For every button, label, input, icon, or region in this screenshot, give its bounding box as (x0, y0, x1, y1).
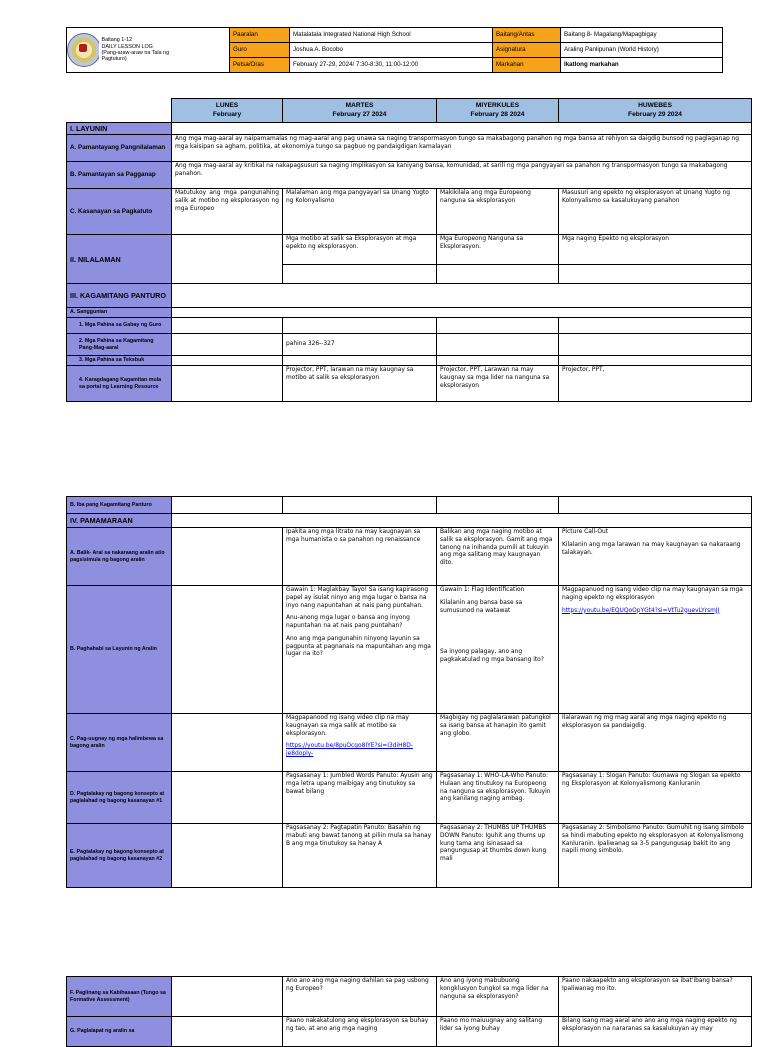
gabay-miyerkules (437, 318, 559, 334)
kasanayan-huwebes: Masusuri ang epekto ng eksplorasyon at Unang Yugto ng Kolonyalismo sa kasalukuyang panahon (559, 189, 752, 235)
gabay-martes (283, 318, 437, 334)
pagtalakay-2-martes: Pagsasanay 2: Pagtapatin Panuto: Basahin ng mabuti ang bawat tanong at piliin mula sa hanay B ang mga tinutukoy sa hanay A (283, 824, 437, 888)
pamantayan-sa-pagganap-text: Ang mga mag-aaral ay kritikal na nakapagsusuri sa naging implikasyon sa kaniyang bansa, komunidad, at sarili ng mga pangyayari sa panahon ng transpormasyon tungo sa makabagong panahon. (172, 162, 752, 189)
markahan-value: Ikatlong markahan (561, 57, 723, 72)
paghahabi-martes: Gawain 1: Maglakbay Tayo! Sa isang kapirasong papel ay isulat ninyo ang mga lugar o bansa na inyo nang napuntahan at nais pang puntahan. Anu-anong mga lugar o bansa ang inyong napuntahan na at nais pang puntahan? Ano ang mga pangunahin ninyong layunin sa pagpunta at pagnanais na mapuntahan ang mga lugar na ito? (283, 586, 437, 714)
guro-value: Joshua A. Bocobo (290, 42, 493, 57)
section-pamamaraan: IV. PAMAMARAAN (67, 514, 172, 528)
school-info-line: DAILY LESSON LOG (101, 43, 153, 50)
nilalaman-martes: Mga motibo at salik sa Eksplorasyon at mga epekto ng eksplorasyon. (283, 235, 437, 265)
pag-uugnay-miyerkules: Magbigay ng paglalarawan patungkol sa isang bansa at hanapin ito gamit ang globo. (437, 714, 559, 772)
day-header-lunes: LUNES February (172, 99, 283, 123)
gabay-huwebes (559, 318, 752, 334)
deped-seal-icon (67, 33, 99, 67)
sanggunian-blank (172, 308, 752, 318)
pamantayan-sa-pagganap-label: B. Pamantayan sa Pagganap (67, 162, 172, 189)
pagtalakay-2-miyerkules: Pagsasanay 2: THUMBS UP THUMBS DOWN Panuto: Iguhit ang thums up kung tama ang isinasaad sa pangungusap at thumbs down kung mali (437, 824, 559, 888)
teksbuk-huwebes (559, 356, 752, 366)
pag-uugnay-video-link[interactable]: https://youtu.be/8puOcgo8IYE?si=I3diH8D-je8doply- (286, 743, 413, 758)
pag-uugnay-lunes (172, 714, 283, 772)
lesson-table-part-1 (66, 98, 752, 402)
paglinang-lunes (172, 977, 283, 1017)
iba-pang-martes (283, 497, 437, 514)
paghahabi-video-link[interactable]: https://youtu.be/EQUQoOpYGt4?si=VtTu2guevLYrsmJJ (562, 607, 720, 614)
markahan-label: Markahan (493, 57, 561, 72)
kasanayan-label: C. Kasanayan sa Pagkatuto (67, 189, 172, 235)
paglinang-label: F. Paglinang sa Kabihasaan (Tungo sa Formative Assessment) (67, 977, 172, 1017)
kasanayan-miyerkules: Makikilala ang mga Europeong nanguna sa eksplorasyon (437, 189, 559, 235)
kagamitang-pang-mag-aaral-miyerkules (437, 334, 559, 356)
paglinang-miyerkules: Ano ang iyong mabubuong kongklusyon tungkol sa mga lider na nanguna sa eksplorasyon? (437, 977, 559, 1017)
balik-aral-label: A. Balik- Aral sa nakaraang aralin at/o pagsisimula ng bagong aralin (67, 528, 172, 586)
petsa-label: Petsa/Oras (230, 57, 290, 72)
nilalaman-blank (437, 265, 559, 284)
pagtalakay-2-lunes (172, 824, 283, 888)
kasanayan-martes: Malalaman ang mga pangyayari sa Unang Yugto ng Kolonyalismo (283, 189, 437, 235)
nilalaman-miyerkules: Mga Europeong Nanguna sa Eksplorasyon. (437, 235, 559, 265)
teksbuk-miyerkules (437, 356, 559, 366)
balik-aral-huwebes: Picture Call-Out Kilalanin ang mga larawan na may kaugnayan sa nakaraang talakayan. (559, 528, 752, 586)
paglalapat-lunes (172, 1017, 283, 1047)
asignatura-label: Asignatura (493, 42, 561, 57)
paghahabi-lunes (172, 586, 283, 714)
pagtalakay-2-label: E. Pagtalakay ng bagong konsepto at paglalahad ng bagong kasanayan #2 (67, 824, 172, 888)
teksbuk-lunes (172, 356, 283, 366)
school-info-line: Baitang 1-12 (101, 37, 133, 44)
guro-label: Guro (230, 42, 290, 57)
paglalapat-huwebes: Bilang isang mag aaral ano ano ang mga naging epekto ng eksplorasyon na nararanas sa kasalukuyan ay may (559, 1017, 752, 1047)
paghahabi-huwebes: Magpapanuod ng isang video clip na may kaugnayan sa mga naging epekto ng eksplorasyon https://youtu.be/EQUQoOpYGt4?si=VtTu2guevLYrsmJJ (559, 586, 752, 714)
paghahabi-label: B. Paghahabi sa Layunin ng Aralin (67, 586, 172, 714)
teksbuk-martes (283, 356, 437, 366)
pamantayang-pangnilalaman-label: A. Pamantayang Pangnilalaman (67, 135, 172, 162)
pagtalakay-1-label: D. Pagtalakay ng bagong konsepto at paglalahad ng bagong kasanayan #1 (67, 772, 172, 824)
baitang-value: Baitang 8- Magalang/Mapagbigay (561, 28, 723, 43)
kagamitang-pang-mag-aaral-label: 2. Mga Pahina sa Kagamitang Pang-Mag-aaral (67, 334, 172, 356)
section-nilalaman: II. NILALAMAN (67, 235, 172, 284)
paglalapat-miyerkules: Paano mo maiuugnay ang salitang lider sa iyong buhay (437, 1017, 559, 1047)
paglinang-martes: Ano ano ang mga naging dahilan sa pag usbong ng Europeo? (283, 977, 437, 1017)
kagamitang-pang-mag-aaral-martes: pahina 326--327 (283, 334, 437, 356)
paaralan-value: Matalatala Integrated National High School (290, 28, 493, 43)
lesson-table-part-2 (66, 496, 752, 888)
karagdagang-lunes (172, 366, 283, 402)
paglalapat-label: G. Paglalapat ng aralin sa (67, 1017, 172, 1047)
karagdagang-miyerkules: Projector, PPT, Larawan na may kaugnay sa mga lider na nanguna sa eksplorasyon (437, 366, 559, 402)
dll-header (66, 27, 723, 73)
pag-uugnay-label: C. Pag-uugnay ng mga halimbewa sa bagong aralin (67, 714, 172, 772)
karagdagang-kagamitan-label: 4. Karagdagang Kagamitan mula sa portal ng Learning Resource (67, 366, 172, 402)
day-header-martes: MARTES February 27 2024 (283, 99, 437, 123)
nilalaman-blank (559, 265, 752, 284)
pagtalakay-1-huwebes: Pagsasanay 1: Slogan Panuto: Gumawa ng Slogan sa epekto ng Eksplorasyon at Kolonyalismong Kanluranin (559, 772, 752, 824)
section-layunin: I. LAYUNIN (67, 123, 172, 135)
kasanayan-lunes: Matutukoy ang mga pangunahing salik at motibo ng eksplorasyon ng mga Europeo (172, 189, 283, 235)
baitang-label: Baitang/Antas (493, 28, 561, 43)
sanggunian-label: A. Sanggunian (67, 308, 172, 318)
day-header-miyerkules: MIYERKULES February 28 2024 (437, 99, 559, 123)
balik-aral-lunes (172, 528, 283, 586)
paglalapat-martes: Paano nakakatulong ang eksplorasyon sa buhay ng tao, at ano ang mga naging (283, 1017, 437, 1047)
corner-cell (67, 99, 172, 123)
section-kagamitang-panturo: III. KAGAMITANG PANTURO (67, 284, 172, 308)
paghahabi-miyerkules: Gawain 1: Flag Identification Kilalanin ang bansa base sa sumusunod na watawat Sa inyong palagay, ano ang pagkakatulad ng mga bansang ito? (437, 586, 559, 714)
nilalaman-blank (283, 265, 437, 284)
karagdagang-martes: Projector, PPT, larawan na may kaugnay sa motibo at salik sa eksplorasyon (283, 366, 437, 402)
paglinang-huwebes: Paano nakaapekto ang eksplorasyon sa ibat'ibang bansa? Ipaliwanag mo ito. (559, 977, 752, 1017)
iba-pang-lunes (172, 497, 283, 514)
layunin-blank (172, 123, 752, 135)
nilalaman-huwebes: Mga naging Epekto ng eksplorasyon (559, 235, 752, 265)
petsa-value: February 27-29, 2024/ 7:30-8:30, 11:00-12:00 (290, 57, 493, 72)
balik-aral-martes: Ipakita ang mga litrato na may kaugnayan sa mga humanista o sa panahon ng renaissance (283, 528, 437, 586)
school-info (99, 28, 230, 73)
teksbuk-label: 3. Mga Pahina sa Teksbuk (67, 356, 172, 366)
kagamitang-blank (172, 284, 752, 308)
gabay-label: 1. Mga Pahina sa Gabay ng Guro (67, 318, 172, 334)
iba-pang-miyerkules (437, 497, 559, 514)
pag-uugnay-huwebes: Ilalarawan ng mg mag aaral ang mga naging epekto ng eksplorasyon sa pandaigdig. (559, 714, 752, 772)
pagtalakay-1-martes: Pagsasanay 1: Jumbled Words Panuto: Ayusin ang mga letra upang maibigay ang tinutukoy sa bawat bilang (283, 772, 437, 824)
pamantayang-pangnilalaman-text: Ang mga mag-aaral ay naipamamalas ng mag-aaral ang pag unawa sa naging transpormasyon tungo sa makabagong panahon ng mga bansa at rehiyon sa daigdig bunsod ng paglaganap ng mga kaisipan sa agham, politika, at ekonomiya tungo sa pagbuo ng pandaigdigan kamalayan (172, 135, 752, 162)
pagtalakay-1-lunes (172, 772, 283, 824)
iba-pang-kagamitang-label: B. Iba pang Kagamitang Panturo (67, 497, 172, 514)
deped-logo (67, 28, 99, 73)
day-header-huwebes: HUWEBES February 29 2024 (559, 99, 752, 123)
lesson-table-part-3 (66, 976, 752, 1047)
nilalaman-lunes (172, 235, 283, 284)
paaralan-label: Paaralan (230, 28, 290, 43)
pamamaraan-blank (172, 514, 752, 528)
school-info-line: (Pang-araw-araw na Tala ng (101, 50, 170, 56)
pag-uugnay-martes: Magpapanood ng isang video clip na may kaugnayan sa mga salik at motibo sa eksplorasyon. https://youtu.be/8puOcgo8IYE?si=I3diH8D-je8doply- (283, 714, 437, 772)
kagamitang-pang-mag-aaral-lunes (172, 334, 283, 356)
pagtalakay-1-miyerkules: Pagsasanay 1: WHO-LA-Who Panuto: Hulaan ang tinutukoy na Europeong na nanguna sa eksplorasyon. Tukuyin ang kanilang naging ambag. (437, 772, 559, 824)
kagamitang-pang-mag-aaral-huwebes (559, 334, 752, 356)
karagdagang-huwebes: Projector, PPT, (559, 366, 752, 402)
iba-pang-huwebes (559, 497, 752, 514)
school-info-line: Pagtuturo) (101, 56, 127, 63)
pagtalakay-2-huwebes: Pagsasanay 2: Simbolismo Panuto: Gumuhit ng isang simbolo sa hindi mabuting epekto ng eksplorasyon at Kolonyalismong Kanluranin. Ipaliwanag sa 3-5 pangungusap bakit ito ang napili mong simbolo. (559, 824, 752, 888)
gabay-lunes (172, 318, 283, 334)
balik-aral-miyerkules: Balikan ang mga naging motibo at salik sa eksplorasyon. Gamit ang mga tanong na inihanda pumili at tukuyin ang mga salitang may kaugnayan dito. (437, 528, 559, 586)
asignatura-value: Araling Panlipunan (World History) (561, 42, 723, 57)
